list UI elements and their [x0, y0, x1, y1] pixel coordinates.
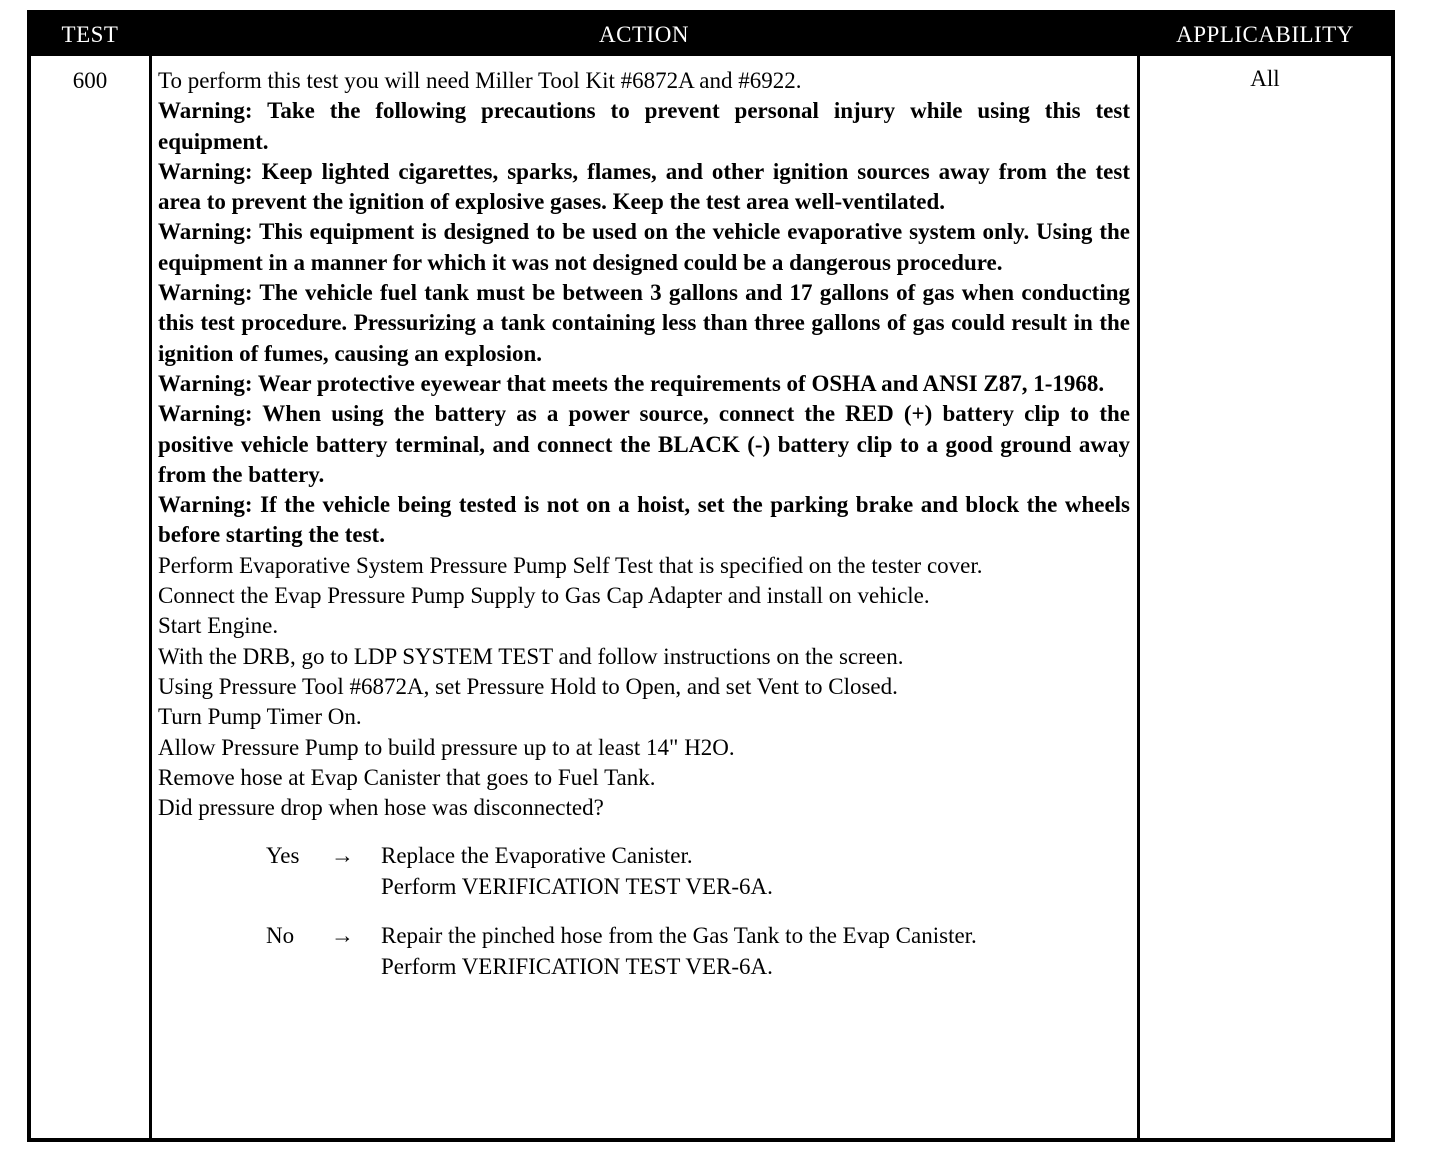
arrow-right-icon: →: [331, 843, 354, 869]
table-header: [31, 14, 1391, 56]
action-line: Turn Pump Timer On.: [158, 704, 362, 730]
action-line: Connect the Evap Pressure Pump Supply to Gas Cap Adapter and install on vehicle.: [158, 583, 930, 609]
action-line: Using Pressure Tool #6872A, set Pressure Hold to Open, and set Vent to Closed.: [158, 673, 898, 699]
question-line: Did pressure drop when hose was disconnected?: [158, 795, 604, 821]
result-line: Perform VERIFICATION TEST VER-6A.: [381, 873, 773, 899]
outcome-yes-result: [381, 841, 1141, 902]
action-line: To perform this test you will need Miller Tool Kit #6872A and #6922.: [158, 68, 802, 93]
action-cell: [158, 66, 1130, 983]
warning-line: Warning: Keep lighted cigarettes, sparks, flames, and other ignition sources away from the test area to prevent the ignition of explosive gases. Keep the test area well-ventilated.: [158, 158, 1130, 215]
action-line: Start Engine.: [158, 613, 279, 639]
action-line: Perform Evaporative System Pressure Pump Self Test that is specified on the tester cover.: [158, 552, 983, 578]
test-table: [27, 10, 1395, 1142]
warning-line: Warning: If the vehicle being tested is not on a hoist, set the parking brake and block the wheels before starting the test.: [158, 492, 1130, 548]
action-line: Remove hose at Evap Canister that goes to Fuel Tank.: [158, 764, 656, 790]
action-line: Allow Pressure Pump to build pressure up to at least 14" H2O.: [158, 734, 735, 760]
warning-line: Warning: Take the following precautions to prevent personal injury while using this test equipment.: [158, 98, 1130, 154]
warning-line: Warning: Wear protective eyewear that meets the requirements of OSHA and ANSI Z87, 1-1968.: [158, 370, 1105, 396]
result-line: Repair the pinched hose from the Gas Tank to the Evap Canister.: [381, 923, 977, 949]
arrow-right-icon: →: [331, 923, 354, 949]
header-applicability: APPLICABILITY: [1176, 22, 1354, 47]
outcome-yes: [158, 841, 1130, 903]
warning-line: Warning: This equipment is designed to be used on the vehicle evaporative system only. Using the equipment in a manner for which it was not designed could be a dangerous procedure.: [158, 219, 1130, 275]
outcome-no: [158, 921, 1130, 983]
header-test: TEST: [61, 22, 119, 47]
outcome-no-result: [381, 921, 1141, 982]
warning-line: Warning: When using the battery as a power source, connect the RED (+) battery clip to the positive vehicle battery terminal, and connect the BLACK (-) battery clip to a good ground away from the battery.: [158, 401, 1130, 487]
answer-yes: Yes: [266, 843, 300, 869]
test-number: 600: [72, 68, 108, 93]
applicability-value: All: [1250, 66, 1280, 91]
action-line: With the DRB, go to LDP SYSTEM TEST and follow instructions on the screen.: [158, 643, 904, 669]
warning-line: Warning: The vehicle fuel tank must be between 3 gallons and 17 gallons of gas when conducting this test procedure. Pressurizing a tank containing less than three gallons of gas could result in the ignition of fumes, causing an explosion.: [158, 280, 1130, 366]
result-line: Perform VERIFICATION TEST VER-6A.: [381, 953, 773, 979]
header-action: ACTION: [599, 22, 689, 47]
column-divider: [149, 56, 152, 1138]
answer-no: No: [266, 923, 295, 949]
result-line: Replace the Evaporative Canister.: [381, 843, 693, 869]
